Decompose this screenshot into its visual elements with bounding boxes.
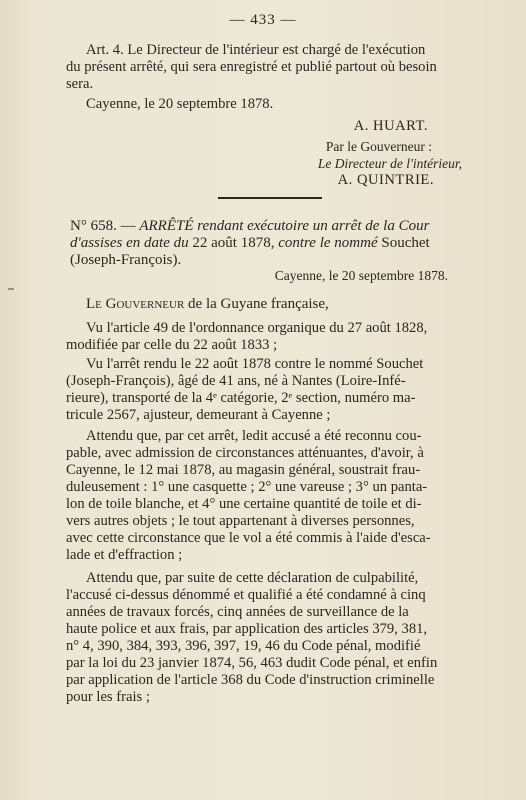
arrete-place-date: Cayenne, le 20 septembre 1878. (274, 268, 448, 283)
attendu-1-line: pable, avec admission de circonstances atténuantes, d'avoir, à (66, 445, 424, 461)
attendu-2-line: l'accusé ci-dessus dénommé et qualifié a été condamné à cinq (66, 587, 426, 603)
attendu-2-line: n° 4, 390, 384, 393, 396, 397, 19, 46 du Code pénal, modifié (66, 638, 421, 654)
attendu-1-line: duleusement : 1° une casquette ; 2° une vareuse ; 3° un panta- (66, 479, 428, 495)
vu-2-line: (Joseph-François), âgé de 41 ans, né à Nantes (Loire-Infé- (66, 373, 406, 389)
signature-quintrie: A. QUINTRIE. (337, 172, 434, 188)
par-le-gouverneur: Par le Gouverneur : (325, 139, 432, 154)
vu-2-line: tricule 2567, ajusteur, demeurant à Cayenne ; (66, 407, 331, 423)
article-4-line: du présent arrêté, qui sera enregistré et publié partout où besoin (66, 59, 437, 75)
vu-1 (66, 320, 476, 354)
arrete-date: 22 août 1878, (192, 235, 275, 251)
arrete-title: ARRÊTÉ rendant exécutoire un arrêt de la Cour (139, 218, 430, 234)
vu-2-line: rieure), transporté de la 4ᵉ catégorie, 2ᵉ section, numéro ma- (66, 390, 416, 406)
vu-1-line: Vu l'article 49 de l'ordonnance organique du 27 août 1828, (86, 320, 428, 336)
attendu-2-line: Attendu que, par suite de cette déclaration de culpabilité, (86, 570, 419, 586)
gouverneur-line (66, 296, 476, 313)
directeur-role: Le Directeur de l'intérieur, (317, 156, 462, 171)
margin-mark (8, 288, 14, 290)
arrete-heading-line-1 (70, 218, 476, 235)
attendu-2-line: par application de l'article 368 du Code d'instruction criminelle (66, 672, 435, 688)
vu-1-line: modifiée par celle du 22 août 1833 ; (66, 337, 278, 353)
article-4 (66, 42, 476, 93)
attendu-2-line: pour les frais ; (66, 689, 150, 705)
signature-huart: A. HUART. (353, 118, 428, 134)
page-number: — 433 — (229, 12, 297, 28)
attendu-1-line: lon de toile blanche, et 4° une certaine quantité de toile et di- (66, 496, 422, 512)
arrete-heading (70, 218, 476, 269)
attendu-1-line: Cayenne, le 12 mai 1878, au magasin général, soustrait frau- (66, 462, 421, 478)
gouverneur-title: Le Gouverneur (86, 296, 185, 312)
gouverneur-rest: de la Guyane française, (188, 296, 329, 312)
place-date-1: Cayenne, le 20 septembre 1878. (86, 96, 274, 112)
vu-2 (66, 356, 476, 424)
arrete-heading-line-2 (70, 235, 476, 252)
attendu-1 (66, 428, 476, 564)
arrete-number: N° 658. — (70, 218, 136, 234)
arrete-name: Souchet (381, 235, 430, 251)
attendu-2-line: années de travaux forcés, cinq années de surveillance de la (66, 604, 409, 620)
section-divider (218, 197, 322, 199)
attendu-2 (66, 570, 476, 706)
attendu-1-line: vers autres objets ; le tout appartenant à diverses personnes, (66, 513, 415, 529)
vu-2-line: Vu l'arrêt rendu le 22 août 1878 contre le nommé Souchet (86, 356, 424, 372)
attendu-1-line: lade et d'effraction ; (66, 547, 183, 563)
article-4-line: sera. (66, 76, 94, 92)
article-4-line: Art. 4. Le Directeur de l'intérieur est chargé de l'exécution (86, 42, 426, 58)
attendu-1-line: avec cette circonstance que le vol a été commis à l'aide d'esca- (66, 530, 431, 546)
arrete-title: contre le nommé (278, 235, 378, 251)
attendu-1-line: Attendu que, par cet arrêt, ledit accusé a été reconnu cou- (86, 428, 422, 444)
attendu-2-line: haute police et aux frais, par application des articles 379, 381, (66, 621, 428, 637)
attendu-2-line: par la loi du 23 janvier 1874, 56, 463 dudit Code pénal, et enfin (66, 655, 438, 671)
arrete-heading-line-3: (Joseph-François). (70, 252, 182, 268)
arrete-title: d'assises en date du (70, 235, 189, 251)
